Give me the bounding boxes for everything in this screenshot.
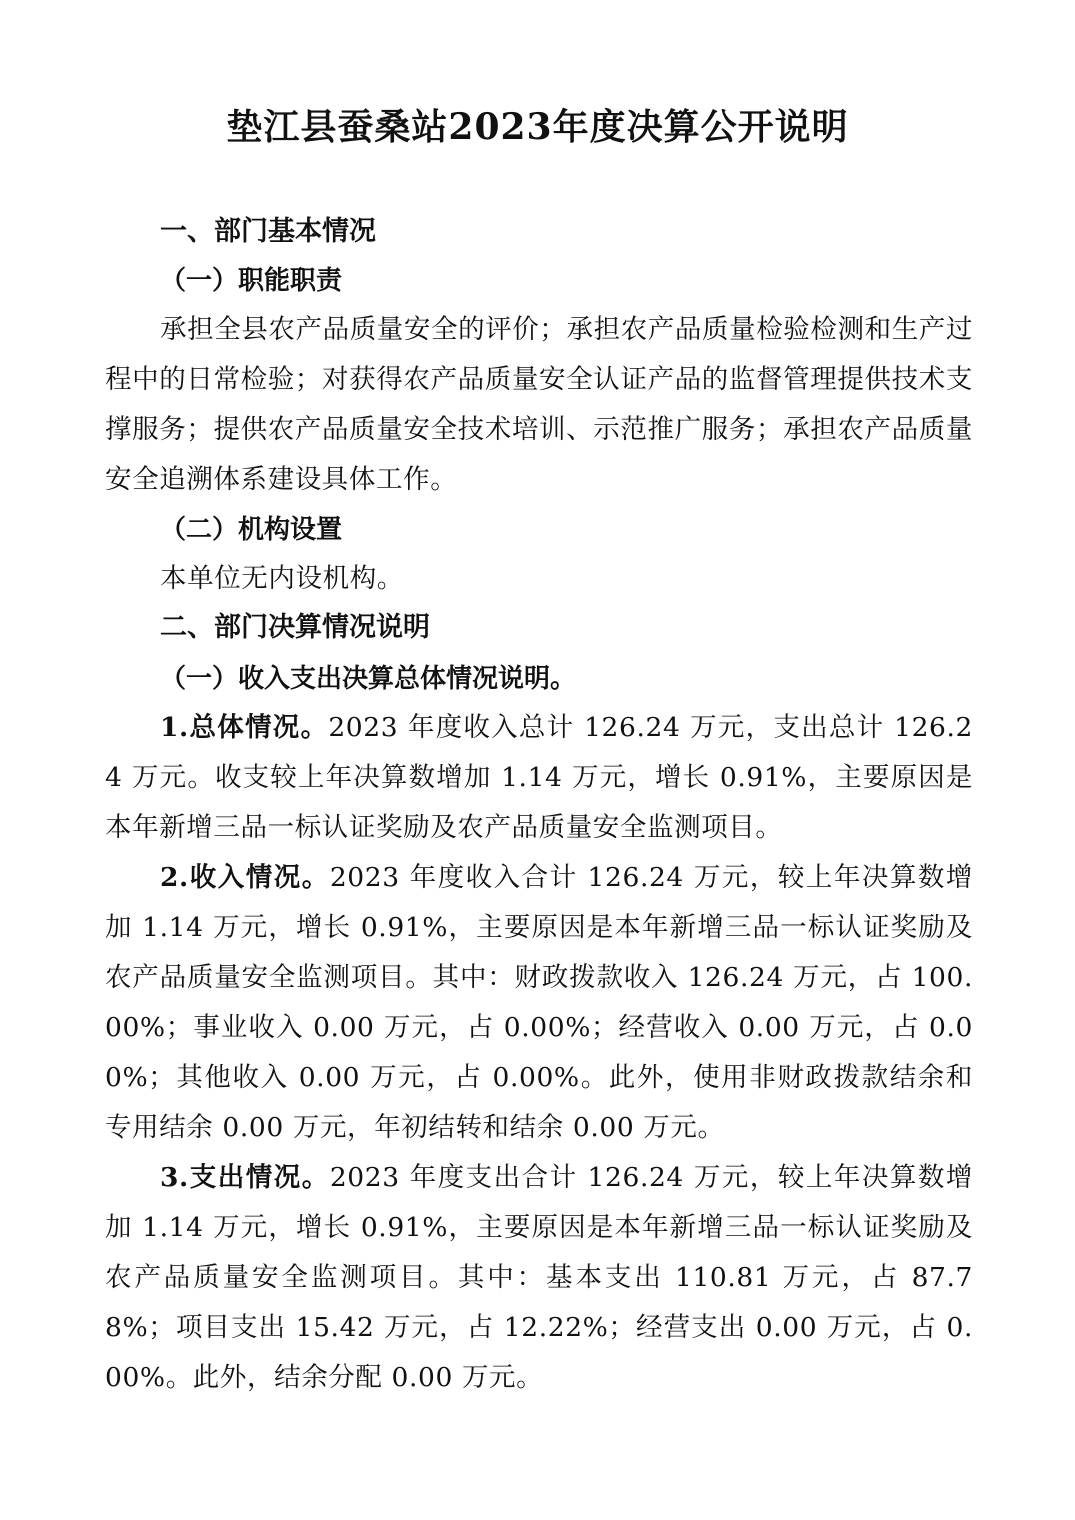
- paragraph-organization-text: 本单位无内设机构。: [160, 563, 404, 594]
- paragraph-expenditure-text: 2023 年度支出合计 126.24 万元，较上年决算数增加 1.14 万元，增长 0.91%，主要原因是本年新增三品一标认证奖励及农产品质量安全监测项目。其中：基本支出 110.81 万元，占 87.78%；项目支出 15.42 万元，占 12.22%；经营支出 0.00 万元，占 0.00%。此外，结余分配 0.00 万元。: [105, 1162, 973, 1393]
- paragraph-functions: [105, 305, 973, 505]
- paragraph-overall: [105, 703, 973, 853]
- paragraph-income-lead: 2.收入情况。: [160, 862, 330, 893]
- paragraph-expenditure: [105, 1153, 973, 1403]
- paragraph-functions-text: 承担全县农产品质量安全的评价；承担农产品质量检验检测和生产过程中的日常检验；对获得农产品质量安全认证产品的监督管理提供技术支撑服务；提供农产品质量安全技术培训、示范推广服务；承担农产品质量安全追溯体系建设具体工作。: [105, 314, 973, 495]
- document-title: 垫江县蚕桑站2023年度决算公开说明: [226, 106, 849, 148]
- subheading-functions: （一）职能职责: [160, 266, 343, 296]
- section-heading-final-accounts: 二、部门决算情况说明: [160, 612, 430, 643]
- section-heading-basic-info: 一、部门基本情况: [160, 216, 376, 247]
- subheading-overall: （一）收入支出决算总体情况说明。: [160, 664, 577, 694]
- paragraph-expenditure-lead: 3.支出情况。: [160, 1162, 330, 1193]
- subheading-organization: （二）机构设置: [160, 515, 343, 545]
- paragraph-income-text: 2023 年度收入合计 126.24 万元，较上年决算数增加 1.14 万元，增长 0.91%，主要原因是本年新增三品一标认证奖励及农产品质量安全监测项目。其中：财政拨款收入 126.24 万元，占 100.00%；事业收入 0.00 万元，占 0.00%；经营收入 0.00 万元，占 0.00%；其他收入 0.00 万元，占 0.00%。此外，使用非财政拨款结余和专用结余 0.00 万元，年初结转和结余 0.00 万元。: [105, 862, 973, 1143]
- paragraph-organization: [105, 554, 973, 604]
- paragraph-income: [105, 853, 973, 1153]
- paragraph-overall-text: 2023 年度收入总计 126.24 万元，支出总计 126.24 万元。收支较上年决算数增加 1.14 万元，增长 0.91%，主要原因是本年新增三品一标认证奖励及农产品质量安全监测项目。: [105, 712, 973, 843]
- paragraph-overall-lead: 1.总体情况。: [160, 712, 329, 743]
